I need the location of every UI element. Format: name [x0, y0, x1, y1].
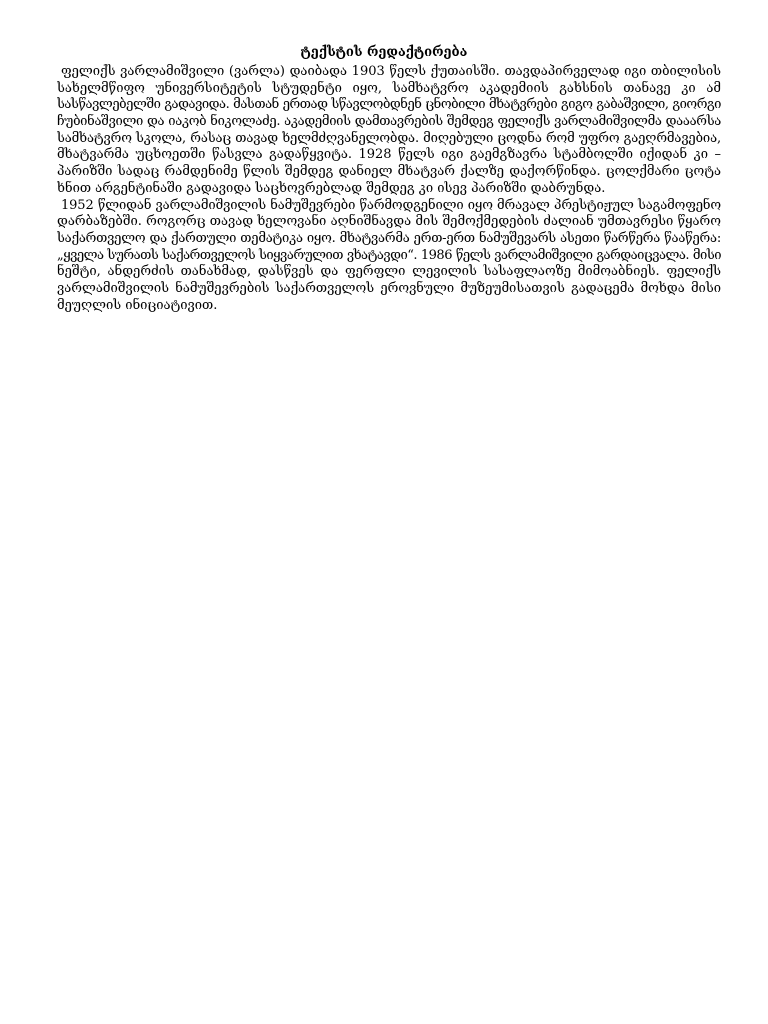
paragraph	[57, 198, 722, 315]
text-line	[57, 147, 722, 164]
line-text: ფელიქს ვარლამიშვილი (ვარლა) დაიბადა 1903 წელს ქუთაისში. თავდაპირველად იგი თბილისის	[61, 64, 721, 79]
text-line	[57, 64, 722, 81]
text-line	[57, 214, 722, 231]
line-text: 1952 წლიდან ვარლამიშვილის ნამუშევრები წარმოდგენილი იყო მრავალ პრესტიჟულ საგამოფენო	[61, 197, 721, 213]
line-text: მეუღლის ინიციატივით.	[57, 297, 218, 313]
text-line	[57, 131, 722, 148]
line-text: „ყველა სურათს საქართველოს სიყვარულით ვხატავდი“. 1986 წელს ვარლამიშვილი გარდაიცვალა. მისი	[57, 247, 721, 263]
text-line	[57, 281, 722, 298]
line-text: დარბაზებში. როგორც თავად ხელოვანი აღნიშნავდა მის შემოქმედების ძალიან უმთავრესი წყარო	[57, 214, 721, 230]
line-text: სამხატვრო სკოლა, რასაც თავად ხელმძღვანელობდა. მიღებული ცოდნა რომ უფრო გაეღრმავებია,	[57, 130, 721, 146]
line-text: სასწავლებელში გადავიდა. მასთან ერთად სწავლობდნენ ცნობილი მხატვრები გიგო გაბაშვილი, გიორგი	[57, 97, 721, 113]
text-line	[57, 264, 722, 281]
text-line	[57, 248, 722, 265]
text-line	[57, 298, 722, 315]
line-text: მხატვარმა უცხოეთში წასვლა გადაწყვიტა. 1928 წელს იგი გაემგზავრა სტამბოლში იქიდან კი –	[57, 147, 721, 163]
text-line	[57, 181, 722, 198]
line-text: ხნით არგენტინაში გადავიდა საცხოვრებლად შემდეგ კი ისევ პარიზში დაბრუნდა.	[57, 180, 606, 196]
document-body	[57, 64, 722, 314]
text-line	[57, 97, 722, 114]
text-line	[57, 81, 722, 98]
text-line	[57, 114, 722, 131]
text-line	[57, 198, 722, 215]
line-text: ჩუბინაშვილი და იაკობ ნიკოლაძე. აკადემიის დამთავრების შემდეგ ფელიქს ვარლამიშვილმა დააარსა	[57, 114, 721, 130]
paragraph	[57, 64, 722, 198]
text-line	[57, 164, 722, 181]
line-text: ვარლამიშვილის ნამუშევრების საქართველოს ეროვნული მუზეუმისათვის გადაცემა მოხდა მისი	[57, 280, 721, 296]
line-text: პარიზში სადაც რამდენიმე წლის შემდეგ დანიელ მხატვარ ქალზე დაქორწინდა. ცოლქმარი ცოტა	[57, 164, 721, 180]
document-title: ტექსტის რედაქტირება	[300, 45, 468, 60]
line-text: საქართველო და ქართული თემატიკა იყო. მხატვარმა ერთ-ერთ ნამუშევარს ასეთი წარწერა წააწერა:	[57, 230, 721, 246]
line-text: სახელმწიფო უნივერსიტეტის სტუდენტი იყო, სამხატვრო აკადემიის გახსნის თანავე კი ამ	[57, 80, 721, 96]
text-line	[57, 231, 722, 248]
line-text: ნეშტი, ანდერძის თანახმად, დასწვეს და ფერფლი ლევილის სასაფლაოზე მიმოაბნიეს. ფელიქს	[57, 264, 721, 280]
